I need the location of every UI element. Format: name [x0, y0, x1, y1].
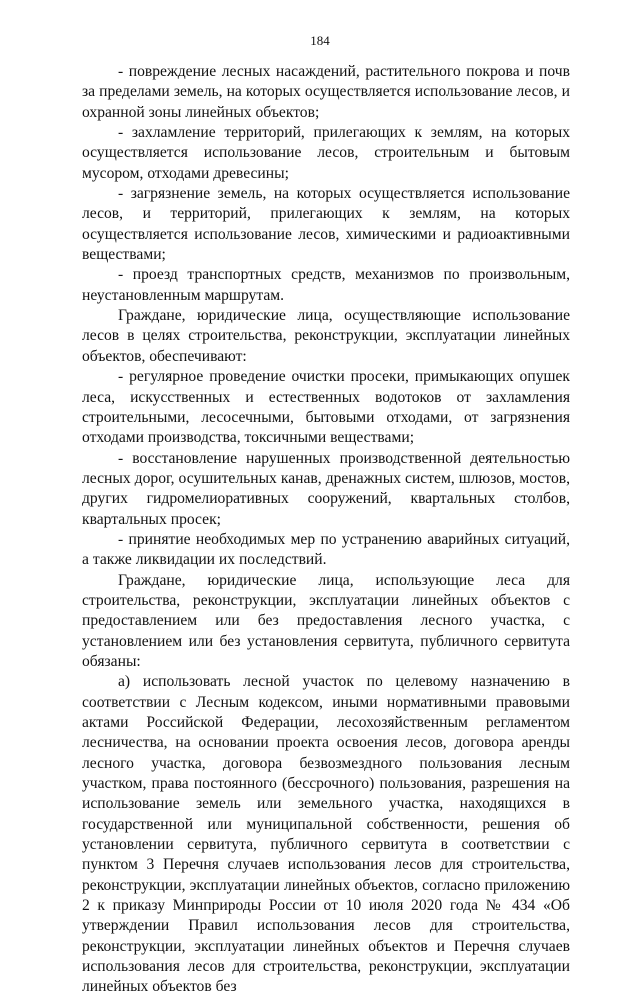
paragraph-6: - регулярное проведение очистки просеки, примыкающих опушек леса, искусственных и естественных водотоков от захламления строительными, лесосечными, бытовыми отходами, от загрязнения отходами производства, токсичными веществами; [82, 368, 570, 447]
paragraph-10: а) использовать лесной участок по целевому назначению в соответствии с Лесным кодексом, иными нормативными правовыми актами Российской Федерации, лесохозяйственным регламентом лесничества, на основании проекта освоения лесов, договора аренды лесного участка, договора безвозмездного пользования лесным участком, права постоянного (бессрочного) пользования, разрешения на использование земель или земельного участка, находящихся в государственной или муниципальной собственности, решения об установлении сервитута, публичного сервитута в соответствии с пунктом 3 Перечня случаев использования лесов для строительства, реконструкции, эксплуатации линейных объектов, согласно приложению 2 к приказу Минприроды России от 10 июля 2020 года № 434 «Об утверждении Правил использования лесов для строительства, реконструкции, эксплуатации линейных объектов и Перечня случаев использования лесов для строительства, реконструкции, эксплуатации линейных объектов без [82, 673, 570, 996]
paragraph-5: Граждане, юридические лица, осуществляющие использование лесов в целях строительства, реконструкции, эксплуатации линейных объектов, обеспечивают: [82, 307, 570, 365]
paragraph-8: - принятие необходимых мер по устранению аварийных ситуаций, а также ликвидации их последствий. [82, 530, 570, 569]
paragraph-3: - загрязнение земель, на которых осуществляется использование лесов, и территорий, прилегающих к землям, на которых осуществляется использование лесов, химическими и радиоактивными веществами; [82, 185, 570, 264]
paragraph-9: Граждане, юридические лица, использующие леса для строительства, реконструкции, эксплуатации линейных объектов с предоставлением или без предоставления лесного участка, с установлением или без установления сервитута, публичного сервитута обязаны: [82, 571, 570, 670]
document-body [82, 62, 570, 998]
paragraph-2: - захламление территорий, прилегающих к землям, на которых осуществляется использование лесов, строительным и бытовым мусором, отходами древесины; [82, 124, 570, 182]
paragraph-4: - проезд транспортных средств, механизмов по произвольным, неустановленным маршрутам. [82, 266, 570, 304]
page-number: 184 [310, 33, 330, 48]
paragraph-7: - восстановление нарушенных производственной деятельностью лесных дорог, осушительных канав, дренажных систем, шлюзов, мостов, других гидромелиоративных сооружений, квартальных столбов, квартальных просек; [82, 449, 570, 528]
paragraph-1: - повреждение лесных насаждений, растительного покрова и почв за пределами земель, на которых осуществляется использование лесов, и охранной зоны линейных объектов; [82, 63, 570, 121]
